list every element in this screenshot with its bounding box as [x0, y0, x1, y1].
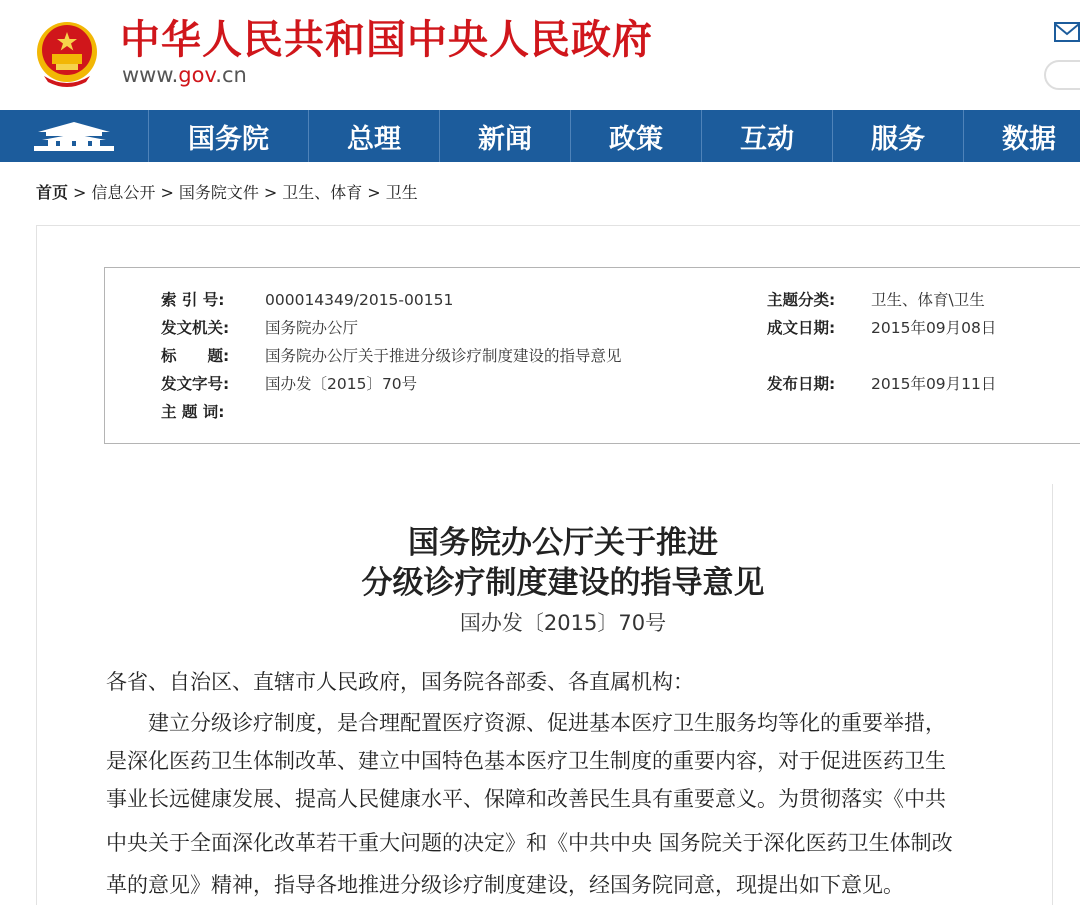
- article-title-line-2: 分级诊疗制度建设的指导意见: [361, 565, 765, 601]
- info-publish-date-value-cell: [871, 373, 996, 395]
- breadcrumb-home[interactable]: 首页: [36, 183, 69, 202]
- info-index-label: 索 引 号:: [161, 291, 225, 309]
- article-title-line-1: 国务院办公厅关于推进: [408, 525, 718, 561]
- content-frame-top-border: [36, 225, 1080, 226]
- nav-item-policy[interactable]: 政策: [570, 110, 701, 162]
- info-issuer-label: 发文机关:: [161, 319, 230, 337]
- article-salutation: 各省、自治区、直辖市人民政府，国务院各部委、各直属机构：: [106, 670, 694, 694]
- nav-item-services[interactable]: 服务: [832, 110, 963, 162]
- article-paragraph-line: 中央关于全面深化改革若干重大问题的决定》和《中共中央 国务院关于深化医药卫生体制改: [106, 831, 953, 855]
- nav-home-logo[interactable]: [0, 110, 148, 162]
- breadcrumb-separator: >: [160, 183, 174, 202]
- site-header: [0, 0, 1080, 110]
- search-input[interactable]: [1044, 60, 1080, 90]
- site-url-prefix: www.: [122, 63, 179, 87]
- article-paragraph-line: 事业长远健康发展、提高人民健康水平、保障和改善民生具有重要意义。为贯彻落实《中共: [106, 787, 946, 811]
- info-publish-date-value: 2015年09月11日: [871, 375, 997, 393]
- info-issuer-value-cell: [265, 317, 358, 339]
- info-category-value-cell: [871, 289, 985, 311]
- info-date-written-value-cell: [871, 317, 996, 339]
- info-keywords-label: 主 题 词:: [161, 403, 225, 421]
- info-doc-no-label-cell: [161, 373, 229, 395]
- breadcrumb-separator: >: [73, 183, 87, 202]
- breadcrumb-separator: >: [263, 183, 278, 202]
- info-index-value: 000014349/2015-00151: [265, 291, 454, 309]
- info-title-label: 标 题:: [161, 347, 230, 365]
- site-url[interactable]: [122, 62, 247, 88]
- info-doc-no-value-cell: [265, 373, 417, 395]
- breadcrumb: [36, 182, 418, 204]
- info-issuer-value: 国务院办公厅: [265, 319, 359, 337]
- info-title-value: 国务院办公厅关于推进分级诊疗制度建设的指导意见: [265, 347, 622, 365]
- site-url-suffix: .cn: [215, 63, 247, 87]
- breadcrumb-item-documents[interactable]: 国务院文件: [178, 183, 259, 202]
- document-info-table: [104, 267, 1080, 444]
- info-doc-no-label: 发文字号:: [161, 375, 230, 393]
- article-paragraph-line: 建立分级诊疗制度，是合理配置医疗资源、促进基本医疗卫生服务均等化的重要举措，: [106, 711, 946, 735]
- info-index-row: [161, 289, 225, 311]
- info-doc-no-value: 国办发〔2015〕70号: [265, 375, 418, 393]
- info-title-label-cell: [161, 345, 229, 367]
- nav-item-premier[interactable]: 总理: [308, 110, 439, 162]
- nav-item-data[interactable]: 数据: [963, 110, 1080, 162]
- tiananmen-icon: [32, 118, 116, 154]
- article-doc-number: 国办发〔2015〕70号: [459, 611, 667, 635]
- info-date-written-value: 2015年09月08日: [871, 319, 997, 337]
- breadcrumb-item-info[interactable]: 信息公开: [91, 183, 156, 202]
- info-title-value-cell: [265, 345, 622, 367]
- national-emblem-icon[interactable]: [34, 20, 100, 88]
- article-paragraph-line: 是深化医药卫生体制改革、建立中国特色基本医疗卫生制度的重要内容，对于促进医药卫生: [106, 749, 946, 773]
- info-category-value: 卫生、体育\卫生: [871, 291, 985, 309]
- nav-item-news[interactable]: 新闻: [439, 110, 570, 162]
- info-date-written-label: 成文日期:: [767, 319, 836, 337]
- info-date-written-label-cell: [767, 317, 835, 339]
- breadcrumb-separator: >: [367, 183, 381, 202]
- breadcrumb-item-health[interactable]: 卫生: [385, 183, 418, 202]
- site-url-accent: gov: [178, 63, 216, 87]
- article-paragraph-line: 革的意见》精神，指导各地推进分级诊疗制度建设，经国务院同意，现提出如下意见。: [106, 873, 904, 897]
- info-publish-date-label-cell: [767, 373, 835, 395]
- nav-item-interaction[interactable]: 互动: [701, 110, 832, 162]
- nav-item-state-council[interactable]: 国务院: [148, 110, 308, 162]
- info-category-label-cell: [767, 289, 835, 311]
- main-nav: [0, 110, 1080, 162]
- site-title[interactable]: 中华人民共和国中央人民政府: [120, 17, 653, 63]
- info-issuer-label-cell: [161, 317, 229, 339]
- mail-icon[interactable]: [1054, 22, 1080, 42]
- info-category-label: 主题分类:: [767, 291, 836, 309]
- info-index-value-cell: [265, 289, 453, 311]
- breadcrumb-item-health-sports[interactable]: 卫生、体育: [282, 183, 363, 202]
- info-publish-date-label: 发布日期:: [767, 375, 836, 393]
- info-keywords-label-cell: [161, 401, 225, 423]
